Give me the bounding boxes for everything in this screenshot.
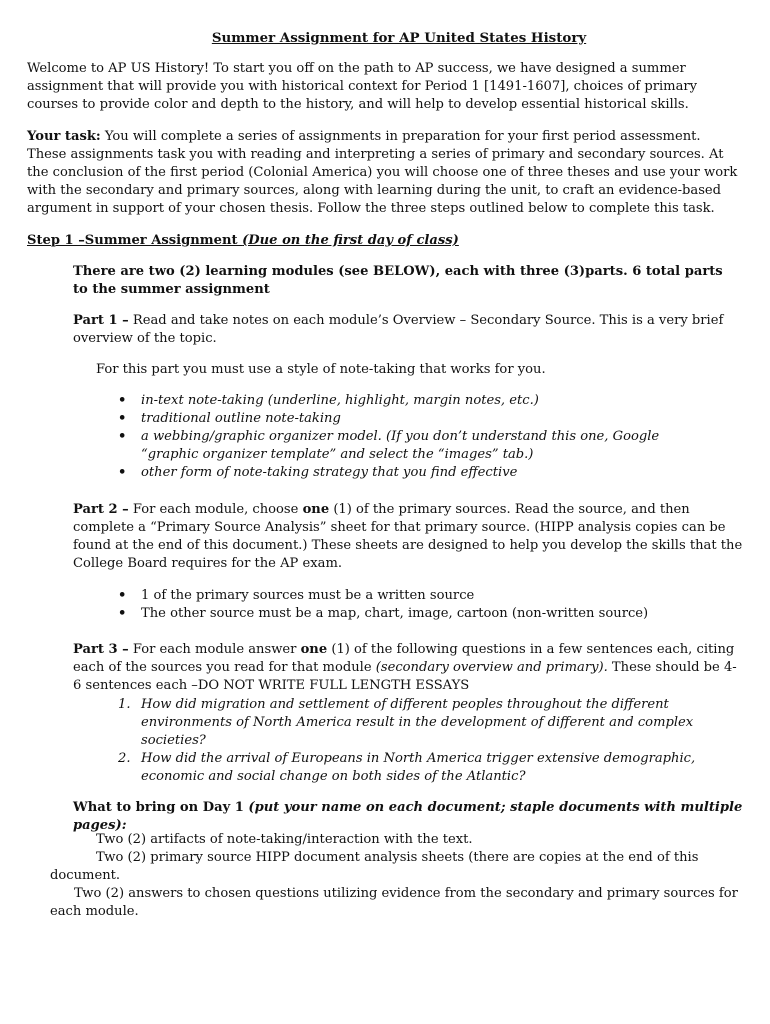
bring-item-1: Two (2) artifacts of note-taking/interaction with the text. bbox=[96, 832, 473, 847]
welcome-paragraph: Welcome to AP US History! To start you off on the path to AP success, we have designed a summer assignment that will provide you with historical context for Period 1 [1491-1607], choices of primary courses to provide color and depth to the history, and will help to develop essential historical skills. bbox=[27, 61, 698, 112]
step1-due: (Due on the first day of class) bbox=[242, 233, 459, 248]
part3-one: one bbox=[300, 642, 328, 657]
part2-label: Part 2 – bbox=[73, 502, 129, 517]
bring-label: What to bring on Day 1 bbox=[73, 800, 249, 815]
part2-text-a: For each module, choose bbox=[128, 502, 303, 517]
part3-text-b: (1) of the following questions in a few sentences each, citing each of the sources you read for that module bbox=[73, 642, 735, 675]
question-text: How did migration and settlement of different peoples throughout the different environments of North America result in the development of different and complex societies? bbox=[141, 697, 694, 748]
modules-intro-text: There are two (2) learning modules (see BELOW), each with three (3)parts. 6 total parts to the summer assignment bbox=[73, 264, 723, 297]
bring-heading bbox=[73, 799, 753, 835]
question-number: 2. bbox=[118, 751, 131, 766]
task-label: Your task: bbox=[27, 129, 101, 144]
bring-item-3: Two (2) answers to chosen questions utilizing evidence from the secondary and primary sources for each module. bbox=[50, 886, 738, 919]
bring-note: (put your name on each document; staple documents with multiple pages): bbox=[73, 800, 743, 833]
part2-paragraph bbox=[73, 501, 743, 573]
list-item: • 1 of the primary sources must be a written source bbox=[118, 587, 718, 605]
part3-paragraph bbox=[73, 641, 743, 695]
list-item bbox=[118, 696, 743, 750]
modules-intro bbox=[73, 263, 733, 299]
part1-text: Read and take notes on each module’s Overview – Secondary Source. This is a very brief overview of the topic. bbox=[73, 313, 724, 346]
part3-text-c: These should be 4-6 sentences each –DO NOT WRITE FULL LENGTH ESSAYS bbox=[73, 660, 737, 693]
list-item: • a webbing/graphic organizer model. (If you don’t understand this one, Google “graphic organizer template” and select the “images” tab.) bbox=[118, 428, 693, 464]
list-item: • traditional outline note-taking bbox=[118, 410, 693, 428]
part3-question-list bbox=[118, 696, 743, 786]
step1-heading bbox=[27, 232, 742, 250]
part1-label: Part 1 – bbox=[73, 313, 129, 328]
question-number: 1. bbox=[118, 697, 131, 712]
list-item bbox=[118, 750, 743, 786]
part1-style-note: For this part you must use a style of note-taking that works for you. bbox=[96, 362, 546, 377]
part3-label: Part 3 – bbox=[73, 642, 129, 657]
bring-item-2: Two (2) primary source HIPP document analysis sheets (there are copies at the end of this document. bbox=[50, 850, 699, 883]
part3-paren: (secondary overview and primary). bbox=[375, 660, 608, 675]
page-title: Summer Assignment for AP United States History bbox=[211, 30, 587, 46]
list-item: • in-text note-taking (underline, highlight, margin notes, etc.) bbox=[118, 392, 693, 410]
task-text: You will complete a series of assignments in preparation for your first period assessment. These assignments task you with reading and interpreting a series of primary and secondary sources. At the conclusion of the first period (Colonial America) you will choose one of three theses and use your work with the secondary and primary sources, along with learning during the unit, to craft an evidence-based argument in support of your chosen thesis. Follow the three steps outlined below to complete this task. bbox=[27, 129, 738, 216]
part1-paragraph bbox=[73, 312, 743, 348]
part2-text-b: (1) of the primary sources. Read the source, and then complete a “Primary Source Analysis” sheet for that primary source. (HIPP analysis copies can be found at the end of this document.) These sheets are designed to help you develop the skills that the College Board requires for the AP exam. bbox=[73, 502, 743, 571]
step1-label: Step 1 –Summer Assignment bbox=[27, 233, 243, 248]
part2-bullet-list bbox=[118, 587, 718, 623]
list-item: • The other source must be a map, chart, image, cartoon (non-written source) bbox=[118, 605, 718, 623]
task-paragraph bbox=[27, 128, 742, 218]
part1-bullet-list bbox=[118, 392, 693, 482]
question-text: How did the arrival of Europeans in North America trigger extensive demographic, economic and social change on both sides of the Atlantic? bbox=[141, 751, 696, 784]
list-item: • other form of note-taking strategy that you find effective bbox=[118, 464, 693, 482]
part3-text-a: For each module answer bbox=[128, 642, 301, 657]
part2-one: one bbox=[302, 502, 330, 517]
